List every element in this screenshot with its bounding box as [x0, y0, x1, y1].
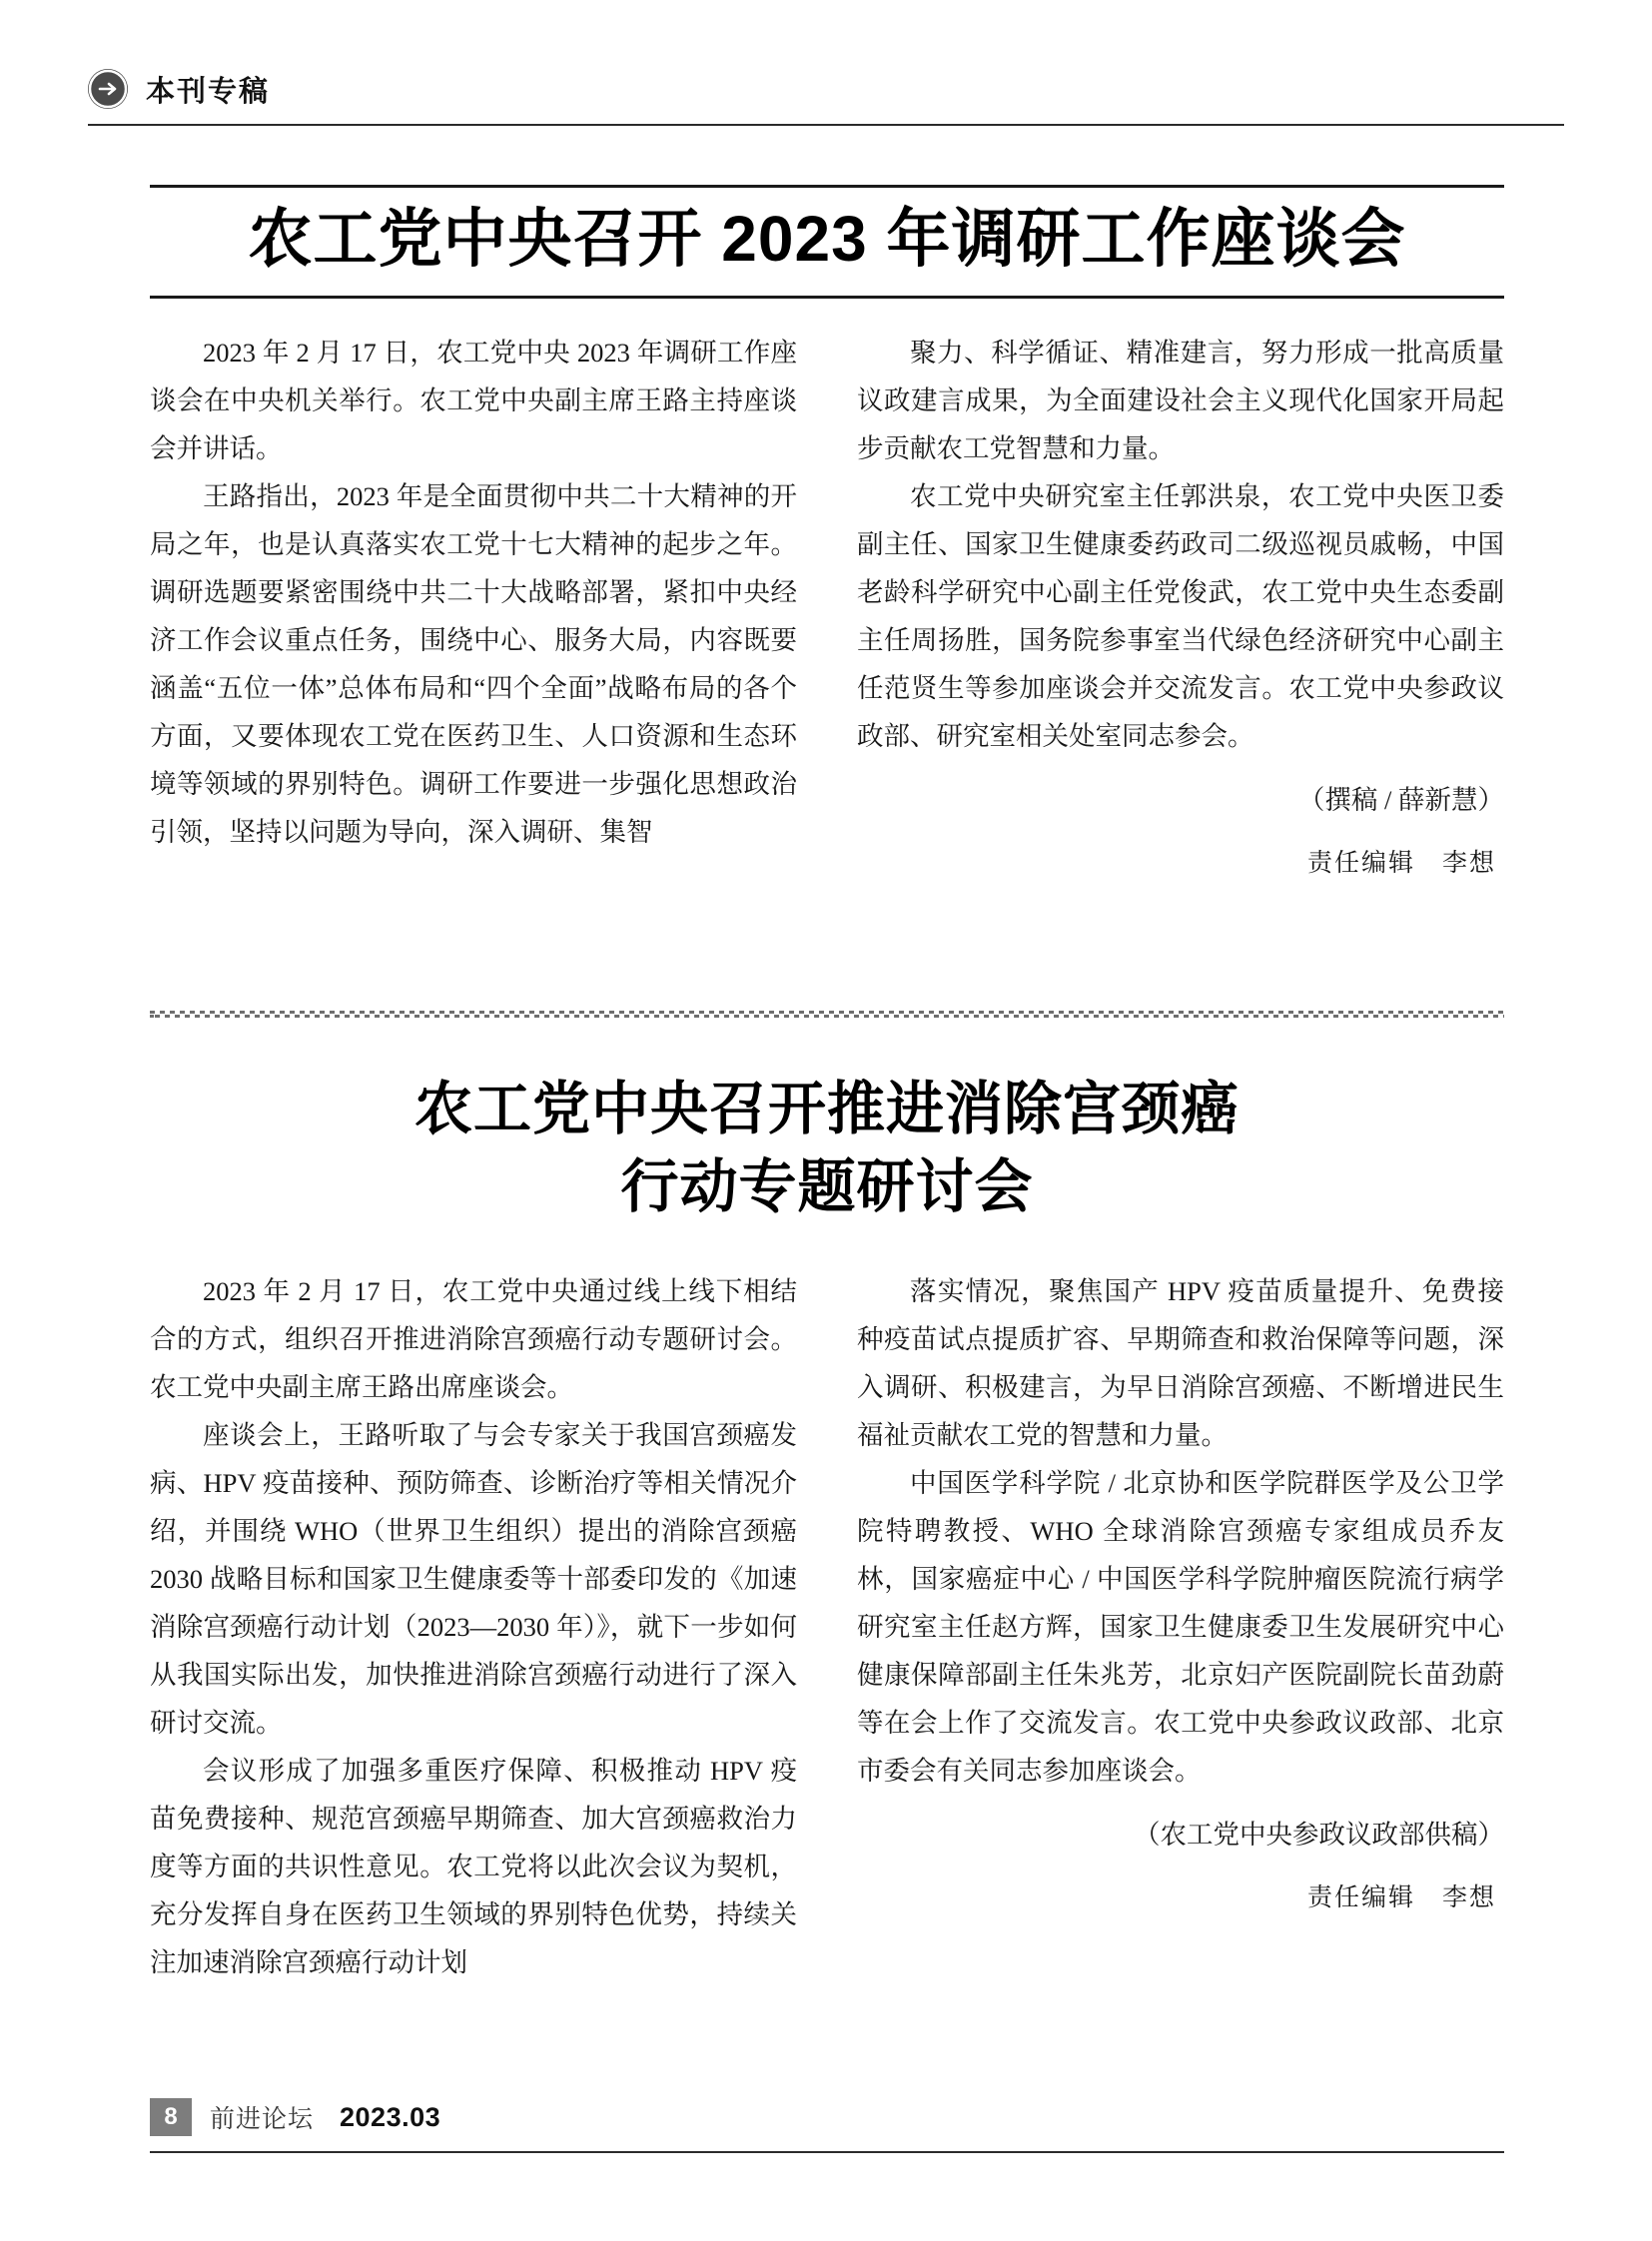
- article-two-title-line-1: 农工党中央召开推进消除宫颈癌: [413, 1077, 1239, 1141]
- article-two-title-line-2: 行动专题研讨会: [620, 1153, 1034, 1219]
- article-one-credit: （撰稿 / 薛新慧）: [1297, 784, 1504, 815]
- article-one: [150, 185, 1504, 886]
- article-one-left-column: [150, 329, 797, 886]
- arrow-right-circle-icon: [88, 69, 128, 109]
- article-one-editor: 责任编辑 李想: [1306, 849, 1496, 877]
- ornamental-divider-pattern: [150, 1011, 1504, 1021]
- paragraph: 会议形成了加强多重医疗保障、积极推动 HPV 疫苗免费接种、规范宫颈癌早期筛查、加大宫颈癌救治力度等方面的共识性意见。农工党将以此次会议为契机，充分发挥自身在医药卫生领域的界别特色优势，持续关注加速消除宫颈癌行动计划: [150, 1756, 797, 1978]
- issue-date: 2023.03: [340, 2101, 441, 2132]
- footer-divider: [150, 2151, 1504, 2153]
- article-one-columns: [150, 329, 1504, 886]
- magazine-name: 前进论坛: [210, 2106, 315, 2133]
- paragraph: 农工党中央研究室主任郭洪泉，农工党中央医卫委副主任、国家卫生健康委药政司二级巡视员戚畅，中国老龄科学研究中心副主任党俊武，农工党中央生态委副主任周扬胜，国务院参事室当代绿色经济研究中心副主任范贤生等参加座谈会并交流发言。农工党中央参政议政部、研究室相关处室同志参会。: [857, 480, 1504, 751]
- page-number: 8: [150, 2098, 192, 2136]
- article-two-left-column: [150, 1267, 797, 1986]
- page-footer: [150, 2097, 1504, 2153]
- article-two-right-column: [857, 1267, 1504, 1986]
- paragraph: 中国医学科学院 / 北京协和医学院群医学及公卫学院特聘教授、WHO 全球消除宫颈癌专家组成员乔友林，国家癌症中心 / 中国医学科学院肿瘤医院流行病学研究室主任赵方辉，国家卫生健康委卫生发展研究中心健康保障部副主任朱兆芳，北京妇产医院副院长苗劲蔚等在会上作了交流发言。农工党中央参政议政部、北京市委会有关同志参加座谈会。: [857, 1468, 1504, 1787]
- article-one-right-column: [857, 329, 1504, 886]
- footer-row: [150, 2097, 1504, 2137]
- section-title: 本刊专稿: [146, 75, 271, 108]
- paragraph: 王路指出，2023 年是全面贯彻中共二十大精神的开局之年，也是认真落实农工党十七大精神的起步之年。调研选题要紧密围绕中共二十大战略部署，紧扣中央经济工作会议重点任务，围绕中心、服务大局，内容既要涵盖“五位一体”总体布局和“四个全面”战略布局的各个方面，又要体现农工党在医药卫生、人口资源和生态环境等领域的界别特色。调研工作要进一步强化思想政治引领，坚持以问题为导向，深入调研、集智: [150, 480, 797, 847]
- article-two-columns: [150, 1267, 1504, 1986]
- article-one-title: 农工党中央召开 2023 年调研工作座谈会: [248, 203, 1406, 275]
- header-row: [88, 62, 1564, 116]
- header-divider: [88, 124, 1564, 126]
- article-two-credit: （农工党中央参政议政部供稿）: [1134, 1820, 1504, 1851]
- paragraph: 2023 年 2 月 17 日，农工党中央通过线上线下相结合的方式，组织召开推进消除宫颈癌行动专题研讨会。农工党中央副主席王路出席座谈会。: [150, 1276, 797, 1403]
- article-two: [150, 1071, 1504, 1986]
- page-header: [88, 62, 1564, 126]
- paragraph: 座谈会上，王路听取了与会专家关于我国宫颈癌发病、HPV 疫苗接种、预防筛查、诊断治疗等相关情况介绍，并围绕 WHO（世界卫生组织）提出的消除宫颈癌 2030 战略目标和国家卫生健康委等十部委印发的《加速消除宫颈癌行动计划（2023—2030 年）》，就下一步如何从我国实际出发，加快推进消除宫颈癌行动进行了深入研讨交流。: [150, 1420, 797, 1739]
- ornamental-divider: [150, 1011, 1504, 1021]
- paragraph: 落实情况，聚焦国产 HPV 疫苗质量提升、免费接种疫苗试点提质扩容、早期筛查和救治保障等问题，深入调研、积极建言，为早日消除宫颈癌、不断增进民生福祉贡献农工党的智慧和力量。: [857, 1276, 1504, 1451]
- article-two-editor: 责任编辑 李想: [1306, 1884, 1496, 1912]
- paragraph: 2023 年 2 月 17 日，农工党中央 2023 年调研工作座谈会在中央机关举行。农工党中央副主席王路主持座谈会并讲话。: [150, 337, 797, 463]
- paragraph: 聚力、科学循证、精准建言，努力形成一批高质量议政建言成果，为全面建设社会主义现代化国家开局起步贡献农工党智慧和力量。: [857, 337, 1504, 463]
- article-two-title: [150, 1071, 1504, 1225]
- article-one-title-block: [150, 185, 1504, 299]
